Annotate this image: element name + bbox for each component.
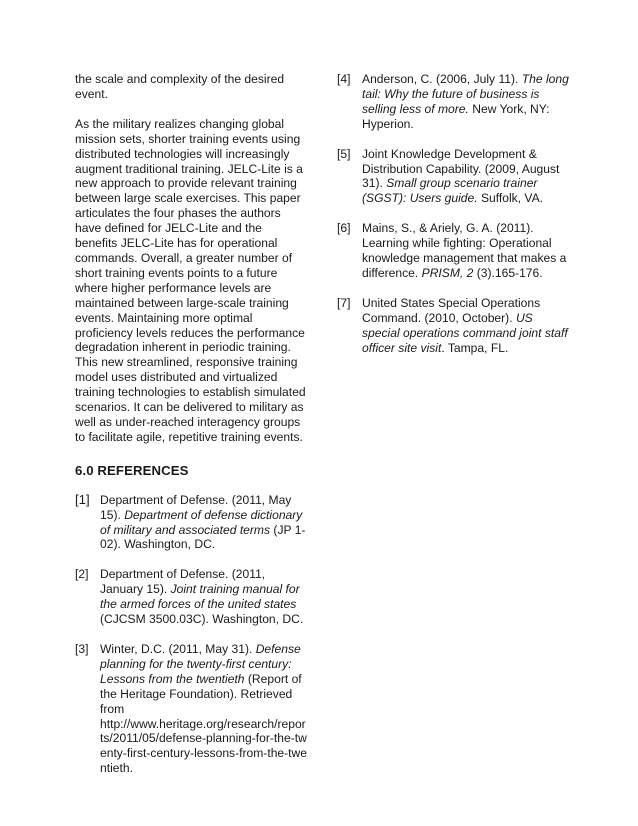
reference-entry-6 [337, 221, 569, 281]
reference-number: [5] [337, 146, 351, 161]
reference-authors: Joint Knowledge Development & Distribution Capability. (2009, August 31). [362, 146, 560, 191]
reference-entry-7 [337, 296, 569, 356]
reference-url: http://www.heritage.org/research/reports/2011/05/defense-planning-for-the-twenty-first-century-lessons-from-the-twentieth. [100, 716, 307, 776]
reference-number: [1] [75, 491, 90, 507]
body-paragraph-conclusion: As the military realizes changing global mission sets, shorter training events using distributed technologies will increasingly augment traditional training. JELC-Lite is a new approach to provide relevant training between large scale exercises. This paper articulates the four phases the authors have defined for JELC-Lite and the benefits JELC-Lite has for operational commands. Overall, a greater number of short training events points to a future where higher performance levels are maintained between large-scale training events. Maintaining more optimal proficiency levels reduces the performance degradation inherent in periodic training. This new streamlined, responsive training model uses distributed and virtualized training technologies to establish simulated scenarios. It can be delivered to military as well as under-reached interagency groups to facilitate agile, repetitive training events. [75, 116, 306, 444]
reference-title: Department of defense dictionary of military and associated terms [100, 507, 303, 537]
reference-authors: Mains, S., & Ariely, G. A. (2011). Learning while fighting: Operational knowledge management that makes a difference. [362, 221, 567, 280]
reference-title: US special operations command joint staff officer site visit [362, 310, 568, 355]
section-heading-references: 6.0 REFERENCES [75, 462, 189, 478]
reference-authors: Winter, D.C. (2011, May 31). [100, 642, 256, 656]
reference-number: [2] [75, 567, 89, 582]
reference-details: Suffolk, VA. [477, 191, 544, 206]
right-column [337, 72, 569, 371]
reference-details: (Report of the Heritage Foundation). Retrieved from [100, 671, 302, 716]
reference-title: PRISM, 2 [421, 265, 474, 280]
reference-title: Defense planning for the twenty-first century: Lessons from the twentieth [100, 642, 301, 686]
reference-details: (CJCSM 3500.03C). Washington, DC. [100, 612, 304, 627]
reference-entry-4 [337, 72, 569, 132]
body-paragraph-continuation: the scale and complexity of the desired event. [75, 72, 285, 101]
reference-authors: Department of Defense. (2011, January 15). [100, 567, 266, 597]
reference-title: Joint training manual for the armed forces of the united states [100, 582, 300, 612]
reference-entry-2 [75, 567, 307, 627]
reference-title: The long tail: Why the future of business is selling less of more. [362, 72, 569, 116]
reference-entry-3 [75, 642, 307, 776]
reference-details: (JP 1-02). Washington, DC. [100, 522, 306, 552]
reference-number: [7] [337, 295, 351, 310]
left-column [75, 72, 307, 791]
reference-number: [6] [337, 221, 351, 236]
reference-details: New York, NY: Hyperion. [362, 101, 550, 131]
reference-authors: Anderson, C. (2006, July 11). [362, 72, 522, 86]
reference-entry-5 [337, 147, 569, 207]
reference-authors: Department of Defense. (2011, May 15). [100, 492, 292, 522]
reference-number: [3] [75, 642, 89, 656]
reference-details: (3).165-176. [473, 265, 543, 280]
reference-title: Small group scenario trainer (SGST): Users guide. [362, 176, 538, 206]
reference-entry-1 [75, 493, 307, 553]
reference-details: . Tampa, FL. [441, 340, 509, 355]
reference-number: [4] [337, 72, 351, 86]
reference-authors: United States Special Operations Command. (2010, October). [362, 295, 541, 325]
